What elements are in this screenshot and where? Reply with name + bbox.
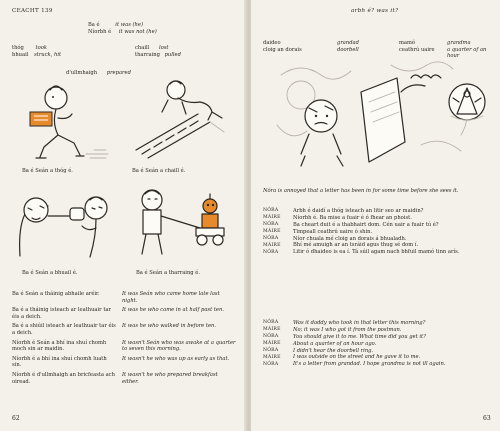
dialogue-line: NÓRA I didn't hear the doorbell ring. (263, 347, 374, 354)
sentence-row: Ba é a shiúil isteach ar leathuair tar éis a deich. It was he who walked in before ten. (12, 323, 217, 336)
vocab-doorbell: doorbell (337, 47, 359, 53)
picture-caption: Nóra is annoyed that a letter has been in for some time before she sees it. (263, 188, 459, 194)
dialogue-line: MÁIRE About a quarter of an hour ago. (263, 340, 377, 347)
sentence-row: Níorbh é Seán a bhí ina shuí chomh moch sin ar maidin. It wasn't Seán who was awake at a quarter to seven this morning. (12, 339, 236, 353)
left-page-header: CEACHT 139 (12, 8, 53, 14)
dialogue-line: NÓRA Was it daddy who took in that letter this morning? (263, 320, 426, 326)
dialogue-line: MÁIRE Níorbh é. Ba mise a fuair é ó fhear an phoist. (263, 214, 412, 221)
caption-panel-4: Ba é Seán a tharraing é. (136, 270, 200, 276)
sentence-row: Ba é a tháinig isteach ar leathuair tar éis a deich. It was he who came in at half past ten. (12, 307, 224, 320)
illustration-nora-letter (301, 72, 500, 184)
vocab-tharraing: tharraing pulled (135, 52, 181, 58)
dialogue-line: NÓRA Arbh é daidí a thóg isteach an litir seo ar maidin? (263, 208, 424, 214)
right-page-number: 63 (483, 415, 491, 422)
vocab-grandma: grandma (447, 40, 471, 46)
dialogue-line: MÁIRE I was outside on the street and he gave it to me. (263, 354, 421, 361)
dialogue-line: NÓRA Ba cheart duit é a thabhairt dom. Cén uair a fuair tú é? (263, 221, 439, 228)
dialogue-english (263, 320, 491, 368)
dialogue-line: NÓRA It's a letter from grandad. I hope grandma is not ill again. (263, 361, 446, 368)
dialogue-irish (263, 208, 491, 256)
vocab-quarter: a quarter of an hour (447, 47, 487, 60)
vocab-grandad: grandad (337, 40, 359, 46)
gloss-niorbh-e: Níorbh é it was not (he) (88, 29, 157, 35)
illustration-boy-pulling-toy (130, 186, 240, 261)
dialogue-line: NÓRA You should give it to me. What time did you get it? (263, 333, 426, 340)
caption-panel-3: Ba é Seán a bhuail é. (22, 270, 78, 276)
sentence-row: Níorbh é d'ullmhaigh an bricfeasta ach oiread. It wasn't he who prepared breakfast either. (12, 371, 218, 385)
dialogue-line: NÓRA Litir ó dhaideo is ea í. Tá súil agam nach bhfuil mamó tinn arís. (263, 249, 460, 256)
sentence-table (12, 291, 236, 385)
sentence-row: Níorbh é a bhí ina shuí chomh luath sin. It wasn't he who was up as early as that. (12, 355, 230, 369)
dialogue-line: MÁIRE No; it was I who got it from the postman. (263, 326, 402, 333)
vocab-mamo: mamó (399, 40, 416, 46)
dialogue-line: MÁIRE Bhí mé amuigh ar an tsráid agus thug sé dom í. (263, 242, 419, 249)
illustration-boy-running (8, 78, 118, 168)
vocab-bhuail: bhuail struck, hit (12, 52, 62, 58)
sentence-row: Ba é Seán a tháinig abhaile aréir. It was Seán who came home late last night. (12, 291, 220, 304)
illustration-boy-hitting (10, 186, 120, 261)
caption-panel-1: Ba é Seán a thóg é. (22, 168, 73, 174)
caption-panel-2: Ba é Seán a chaill é. (132, 168, 186, 174)
dialogue-line: NÓRA Níor chuala mé cloig an dorais á bhualadh. (263, 235, 407, 242)
vocab-cloig: cloig an dorais (263, 47, 302, 53)
right-page-header: arbh é? was it? (351, 8, 399, 14)
gloss-ba-e: Ba é it was (he) (88, 22, 143, 28)
left-page-number: 62 (12, 415, 20, 422)
left-page (0, 0, 247, 431)
vocab-ceathru: ceathrú uaire (399, 47, 435, 53)
dialogue-line: MÁIRE Timpeall ceathrú uaire ó shin. (263, 228, 373, 235)
vocab-daideo: daideo (263, 40, 281, 46)
vocab-dullmhaigh: d'ullmhaigh prepared (66, 70, 131, 76)
vocab-thog: thóg took (12, 45, 48, 51)
vocab-chaill: chaill lost (135, 45, 169, 51)
right-page (251, 0, 500, 431)
illustration-boy-crawling (128, 78, 240, 168)
